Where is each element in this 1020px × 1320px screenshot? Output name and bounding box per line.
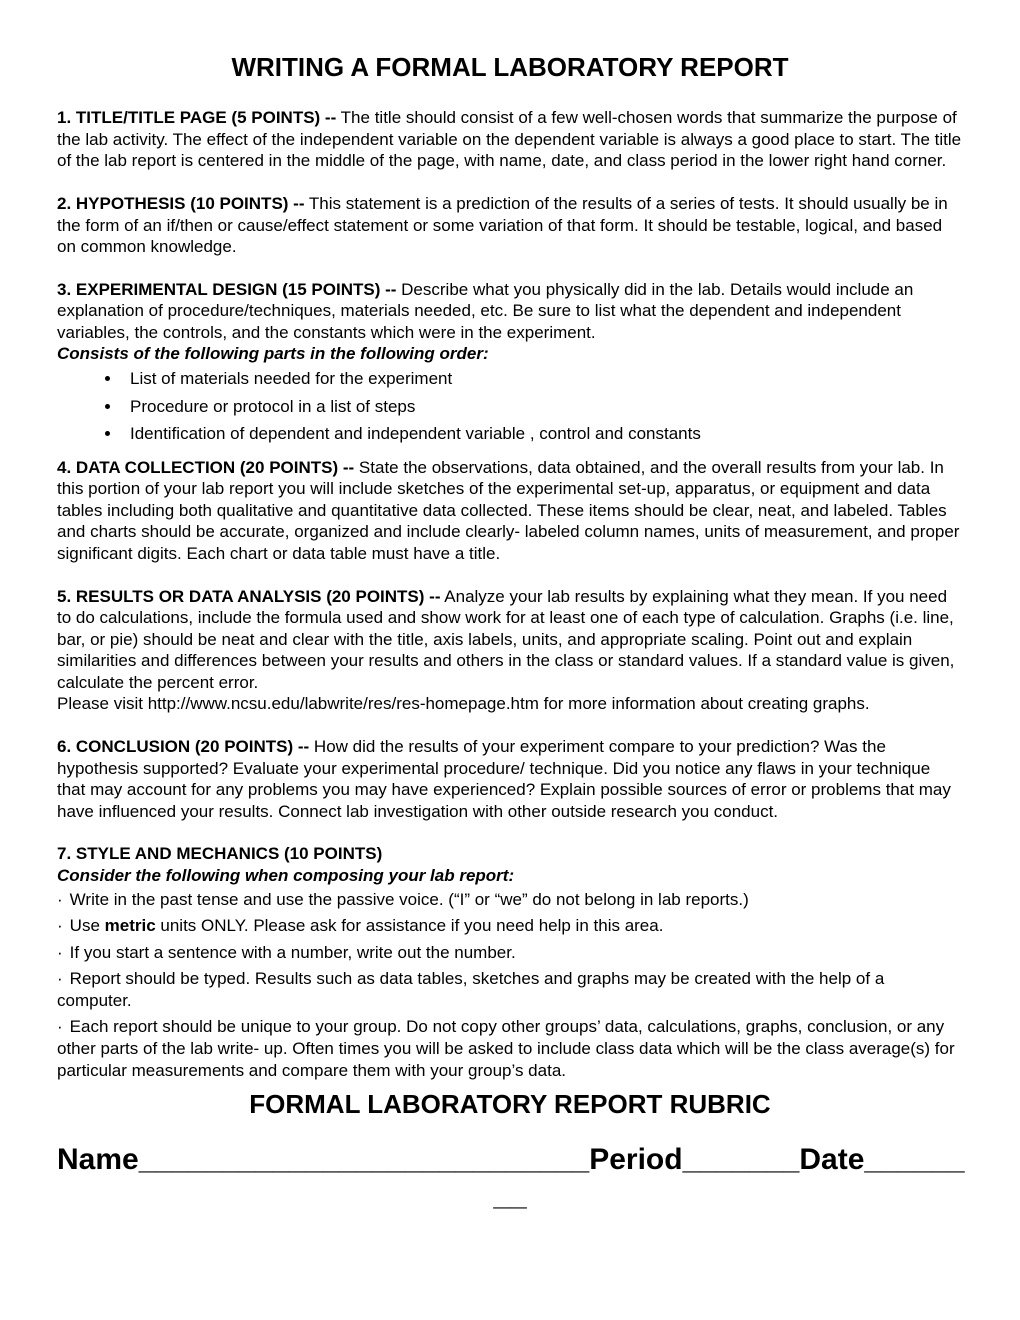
style-item-bold-word: metric (104, 916, 156, 936)
dot-marker: · (57, 942, 63, 962)
section-1-heading: 1. TITLE/TITLE PAGE (5 POINTS) -- (57, 108, 337, 128)
section-4-paragraph (57, 457, 963, 565)
dot-marker: · (57, 916, 63, 936)
section-5-paragraph (57, 586, 963, 694)
section-2-heading: 2. HYPOTHESIS (10 POINTS) -- (57, 193, 305, 213)
style-item-text: Report should be typed. Results such as data tables, sketches and graphs may be created with the help of a computer. (57, 969, 885, 1010)
style-item-unique-report (57, 1016, 963, 1081)
section-5-heading: 5. RESULTS OR DATA ANALYSIS (20 POINTS) -- (57, 586, 441, 606)
rubric-title: FORMAL LABORATORY REPORT RUBRIC (249, 1089, 771, 1120)
style-item-text: If you start a sentence with a number, write out the number. (69, 942, 516, 962)
period-blank-line: _______ (682, 1143, 800, 1177)
date-label: Date (799, 1143, 865, 1177)
section-5-link-line: Please visit http://www.ncsu.edu/labwrite/res/res-homepage.htm for more information about creating graphs. (57, 694, 870, 714)
section-3-note: Consists of the following parts in the following order: (57, 344, 489, 364)
dot-marker: · (57, 1017, 63, 1037)
bullet-item: • Procedure or protocol in a list of steps (122, 396, 963, 418)
style-item-typed-report (57, 968, 963, 1011)
bullet-item: • Identification of dependent and independent variable , control and constants (122, 423, 963, 445)
style-item-past-tense (57, 889, 963, 911)
name-blank-line: ___________________________ (138, 1143, 590, 1177)
style-item-text: Use (69, 916, 105, 936)
style-item-text: units ONLY. Please ask for assistance if you need help in this area. (155, 916, 664, 936)
section-6-heading: 6. CONCLUSION (20 POINTS) -- (57, 737, 310, 757)
section-1-paragraph (57, 107, 963, 172)
section-3-bullet-list (57, 368, 963, 445)
section-6-paragraph (57, 736, 963, 822)
section-7-note: Consider the following when composing your lab report: (57, 865, 515, 885)
section-3-body: Describe what you physically did in the lab. Details would include an explanation of procedure/techniques, materials needed, etc. Be sure to list what the dependent and independent variables, the controls, and the constants which were in the experiment. (57, 279, 914, 342)
section-2-paragraph (57, 193, 963, 258)
style-item-number-sentence (57, 942, 963, 964)
dot-marker: · (57, 969, 63, 989)
section-4-body: State the observations, data obtained, and the overall results from your lab. In this portion of your lab report you will include sketches of the experimental set-up, apparatus, or equipment and data tables including both qualitative and quantitative data collected. These items should be clear, neat, and labeled. Tables and charts should be accurate, organized and include clearly- labeled column names, units of measurement, and proper significant digits. Each chart or data table must have a title. (57, 457, 960, 564)
section-3-heading: 3. EXPERIMENTAL DESIGN (15 POINTS) -- (57, 279, 397, 299)
style-item-text: Write in the past tense and use the passive voice. (“I” or “we” do not belong in lab reports.) (69, 889, 749, 909)
name-label: Name (57, 1143, 139, 1177)
bullet-item: • List of materials needed for the experiment (122, 368, 963, 390)
section-2-body: This statement is a prediction of the results of a series of tests. It should usually be in the form of an if/then or cause/effect statement or some variation of that form. It should be testable, logical, and based on common knowledge. (57, 193, 948, 257)
document-title: WRITING A FORMAL LABORATORY REPORT (231, 52, 789, 82)
dot-marker: · (57, 889, 63, 909)
section-5-body: Analyze your lab results by explaining what they mean. If you need to do calculations, include the formula used and show work for at least one of each type of calculation. Graphs (i.e. line, bar, or pie) should be neat and clear with the title, axis labels, units, and appropriate scaling. Point out and explain similarities and differences between your results and others in the class or standard values. If a standard value is given, calculate the percent error. (57, 586, 955, 692)
date-blank-line: ______ (864, 1143, 965, 1177)
style-item-metric-units (57, 915, 963, 937)
period-label: Period (589, 1143, 683, 1177)
section-1-body: The title should consist of a few well-chosen words that summarize the purpose of the lab activity. The effect of the independent variable on the dependent variable is always a good place to start. The title of the lab report is centered in the middle of the page, with name, date, and class period in the lower right hand corner. (57, 108, 962, 171)
section-7-heading: 7. STYLE AND MECHANICS (10 POINTS) (57, 844, 383, 864)
trailing-blank-line: __ (493, 1179, 527, 1213)
section-4-heading: 4. DATA COLLECTION (20 POINTS) -- (57, 457, 355, 477)
section-3-paragraph (57, 279, 963, 344)
style-item-text: Each report should be unique to your group. Do not copy other groups’ data, calculations, graphs, conclusion, or any other parts of the lab write- up. Often times you will be asked to include class data which will be the class average(s) for particular measurements and compare them with your group’s data. (57, 1017, 955, 1080)
section-6-body: How did the results of your experiment compare to your prediction? Was the hypothesis supported? Evaluate your experimental procedure/ technique. Did you notice any flaws in your technique that may account for any problems you may have experienced? Explain possible sources of error or problems that may have influenced your results. Connect lab investigation with other outside research you conduct. (57, 737, 951, 821)
name-period-date-line (57, 1142, 963, 1178)
